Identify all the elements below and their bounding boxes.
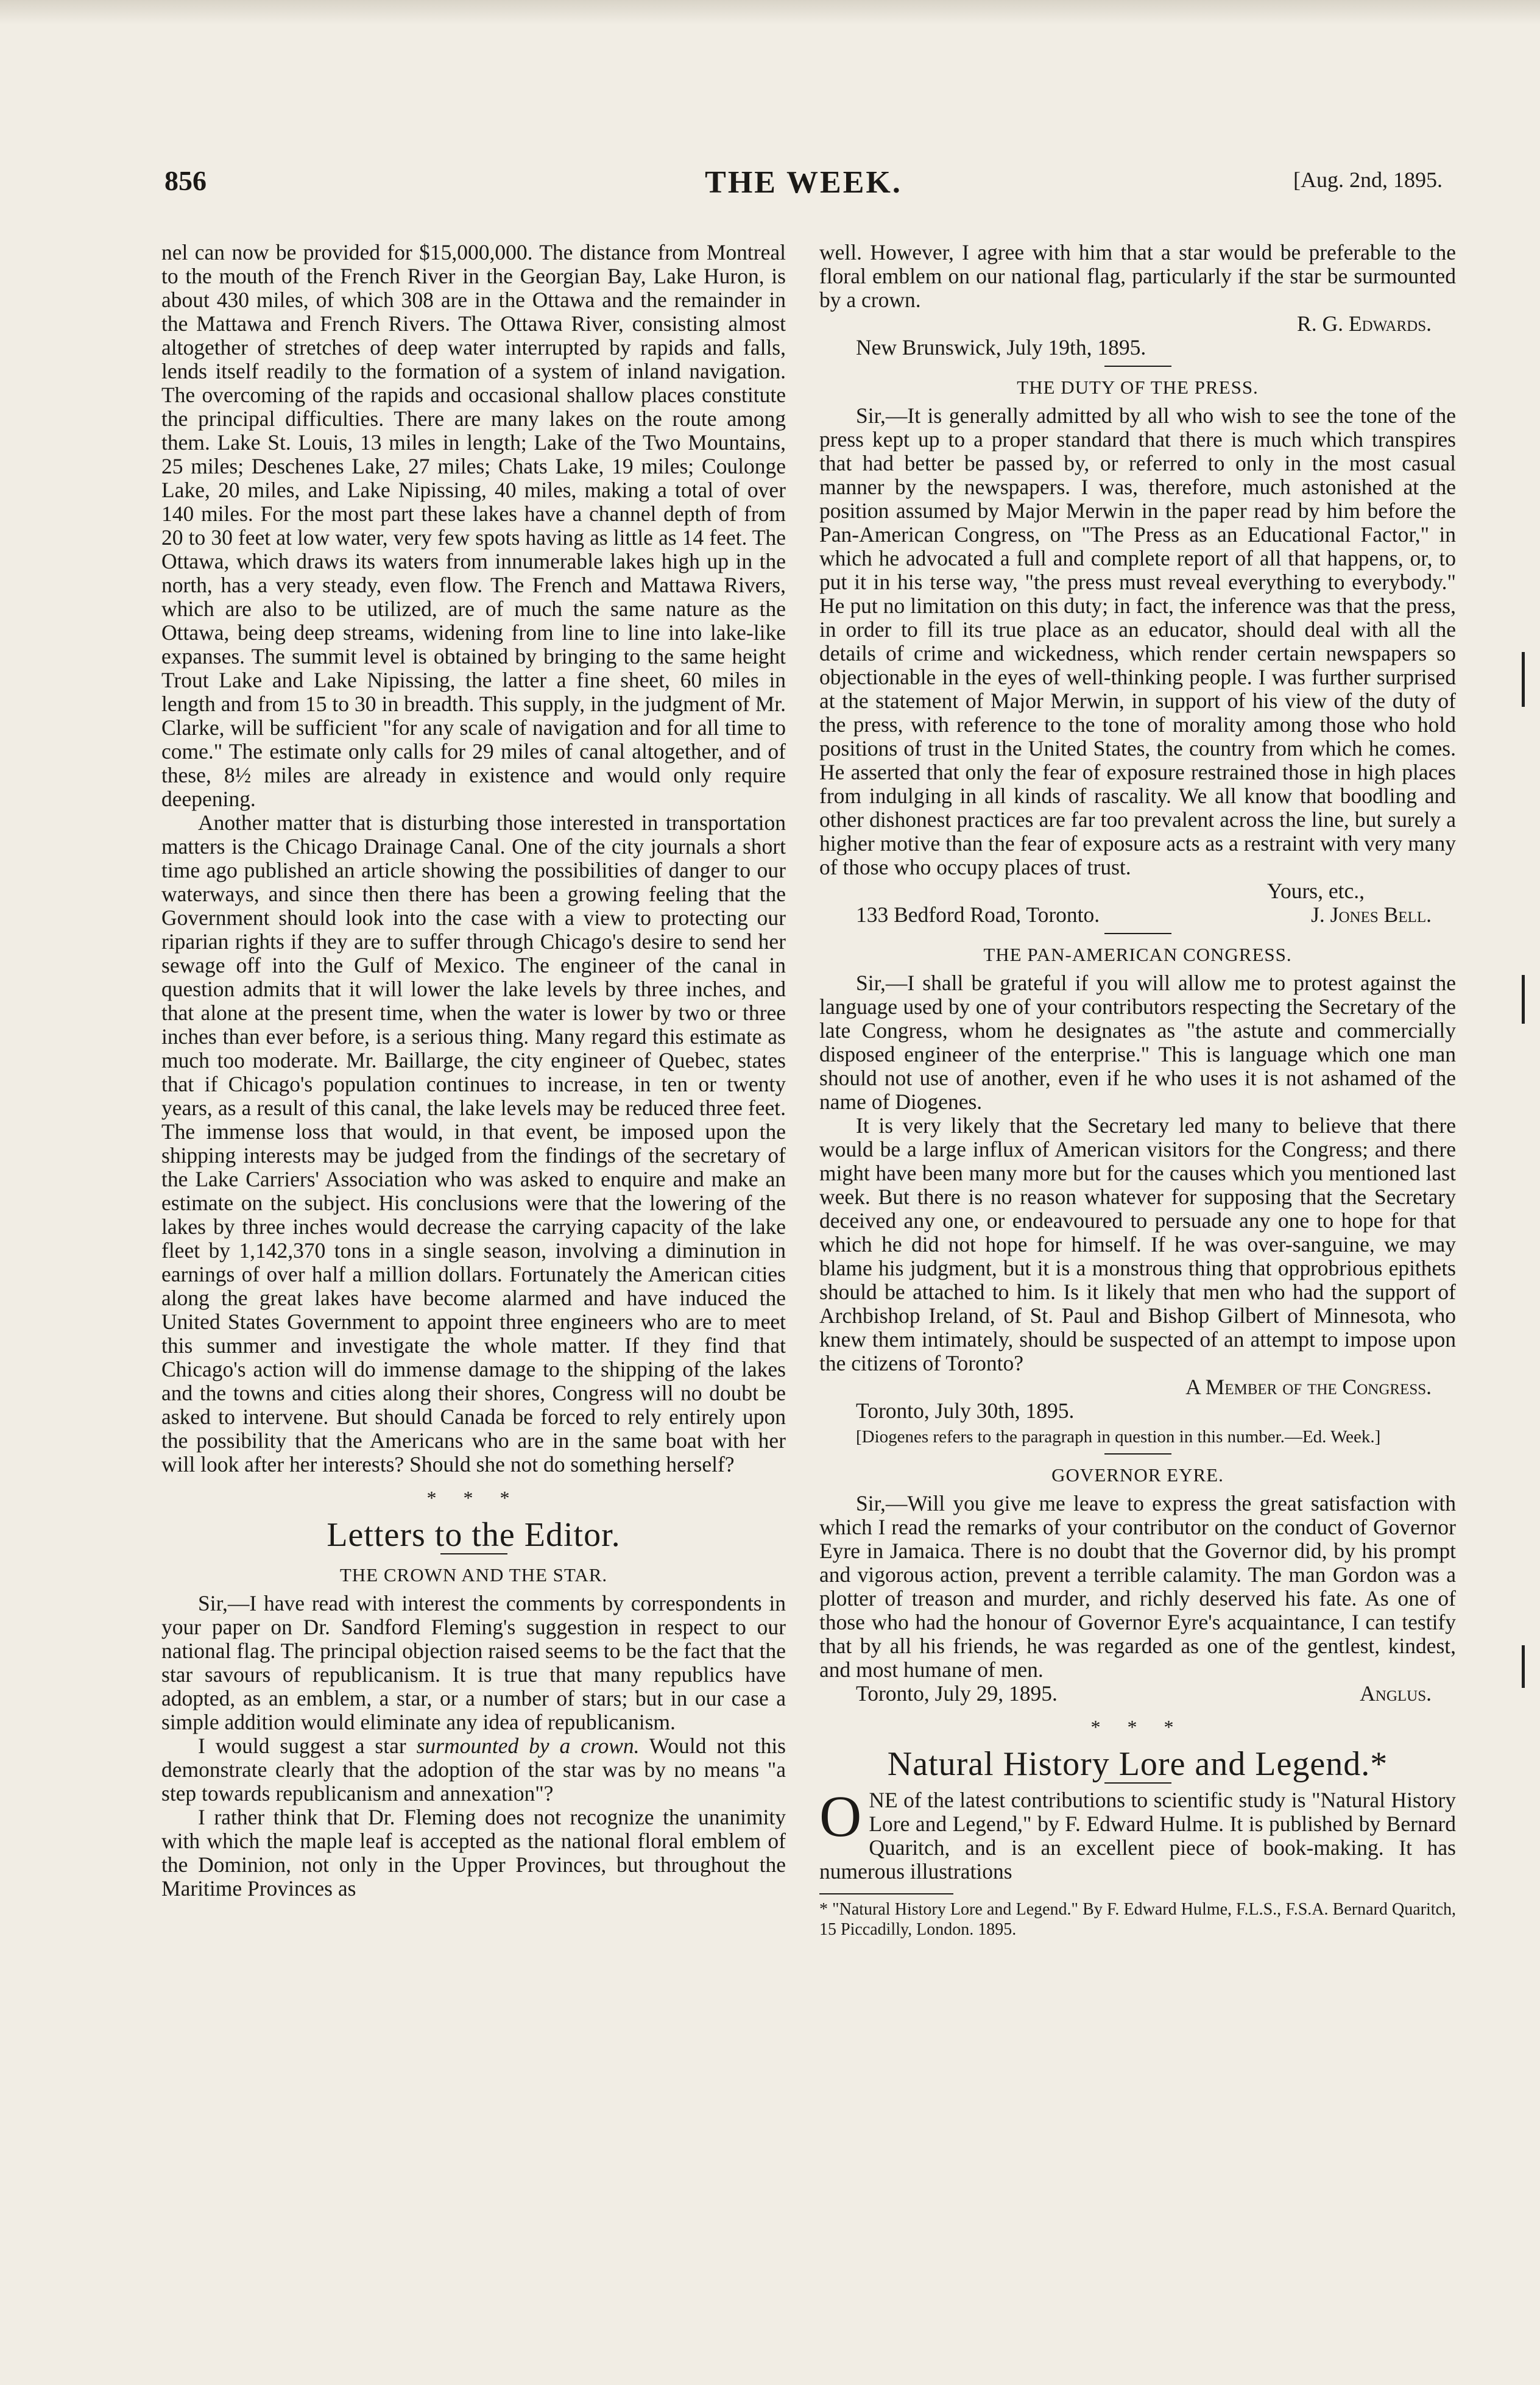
- section-divider-stars: * * *: [1090, 1716, 1185, 1738]
- page-top-edge: [0, 0, 1540, 24]
- letter-paragraph: Sir,—I have read with interest the comments by correspondents in your paper on Dr. Sandford Fleming's suggestion in respect to our national flag. The principal objection raised seems to be the fact that the star savours of republicanism. It is true that many republics have adopted, as an emblem, a star, or a number of stars; but in our case a simple addition would eliminate any idea of republicanism.: [161, 1591, 786, 1734]
- issue-date: [Aug. 2nd, 1895.: [1293, 168, 1443, 192]
- letters-section-heading: Letters to the Editor.: [327, 1516, 621, 1554]
- letter-emphasis: surmounted by a crown.: [416, 1734, 640, 1758]
- letter-paragraph: well. However, I agree with him that a star would be preferable to the floral emblem on our national flag, particularly if the star be surmounted by a crown.: [819, 240, 1456, 312]
- letter-closing: Yours, etc.,: [1266, 879, 1365, 903]
- letter-text: Would not this demonstrate clearly that the adoption of the star was by no means "a step towards republicanism and annexation"?: [161, 1734, 786, 1806]
- letter-signature: Anglus.: [1360, 1681, 1432, 1706]
- review-heading: Natural History Lore and Legend.*: [887, 1745, 1388, 1783]
- review-paragraph: [819, 1784, 1456, 1884]
- letter-address: 133 Bedford Road, Toronto.: [856, 902, 1100, 927]
- letter-paragraph: Sir,—It is generally admitted by all who wish to see the tone of the press kept up to a proper standard that there is much which transpires that had better be passed by, or referred to only in the most casual manner by the newspapers. I was, therefore, much astonished at the position assumed by Major Merwin in the paper read by him before the Pan-American Congress, on "The Press as an Educational Factor," in which he advocated a full and complete report of all that happens, or, to put it in his terse way, "the press must reveal everything to everybody." He put no limitation on this duty; in fact, the inference was that the press, in order to fill its true place as an educator, should deal with all the details of crime and wickedness, which render certain newspapers so objectionable in the eyes of well-thinking people. I was further surprised at the statement of Major Merwin, in support of his view of the duty of the press, with reference to the tone of morality among those who hold positions of trust in the United States, the country from which he comes. He asserted that only the fear of exposure restrained those in high places from indulging in all kinds of rascality. We all know that boodling and other dishonest practices are far too prevalent across the line, but surely a higher motive than the fear of exposure acts as a restraint with very many of those who occupy places of trust.: [819, 403, 1456, 879]
- letter-title: GOVERNOR EYRE.: [1051, 1464, 1224, 1486]
- letter-signoff: [819, 903, 1456, 927]
- drop-cap: O: [819, 1784, 862, 1849]
- journal-title: THE WEEK.: [705, 165, 902, 200]
- margin-mark: [1522, 1645, 1525, 1688]
- letter-title: THE PAN-AMERICAN CONGRESS.: [983, 944, 1292, 965]
- margin-mark: [1522, 652, 1525, 707]
- page-number: 856: [164, 165, 207, 196]
- section-divider-stars: * * *: [426, 1487, 521, 1509]
- letter-paragraph: It is very likely that the Secretary led many to believe that there would be a large influx of American visitors for the Congress; and there might have been many more but for the causes which you mentioned last week. But there is no reason whatever for supposing that the Secretary deceived any one, or endeavoured to persuade any one to hope for that which he did not hope for himself. If he was over-sanguine, we may blame his judgment, but it is a monstrous thing that opprobrious epithets should be attached to him. Is it likely that men who had the support of Archbishop Ireland, of St. Paul and Bishop Gilbert of Minnesota, who knew them intimately, should be suspected of an attempt to impose upon the citizens of Toronto?: [819, 1113, 1456, 1375]
- letter-signature: A Member of the Congress.: [1185, 1375, 1432, 1399]
- letter-paragraph: [161, 1734, 786, 1806]
- section-rule: [1104, 933, 1171, 934]
- article-paragraph: Another matter that is disturbing those interested in transportation matters is the Chicago Drainage Canal. One of the city journals a short time ago published an article showing the possibilities of danger to our waterways, and since then there has been a growing feeling that the Government should look into the case with a view to protecting our riparian rights if they are to suffer through Chicago's desire to send her sewage off into the Gulf of Mexico. The engineer of the canal in question admits that it will lower the lake levels by three inches, and that alone at the present time, when the water is lower by two or three inches than ever before, is a serious thing. Many regard this estimate as much too moderate. Mr. Baillarge, the city engineer of Quebec, states that if Chicago's population continues to increase, in ten or twenty years, as a result of this canal, the lake levels may be reduced three feet. The immense loss that would, in that event, be imposed upon the shipping interests may be judged from the findings of the secretary of the Lake Carriers' Association who was asked to enquire and make an estimate on the subject. His conclusions were that the lowering of the lakes by three inches would decrease the carrying capacity of the lake fleet by 1,142,370 tons in a single season, involving a diminution in earnings of over half a million dollars. Fortunately the American cities along the great lakes have become alarmed and have induced the United States Government to appoint three engineers who are to meet this summer and investigate the whole matter. If they find that Chicago's action will do immense damage to the shipping of the lakes and the towns and cities along their shores, Congress will no doubt be asked to intervene. But should Canada be forced to rely entirely upon the possibility that the Americans who are in the same boat with her will look after her interests? Should she not do something herself?: [161, 810, 786, 1476]
- right-column: [819, 241, 1456, 1940]
- article-paragraph: nel can now be provided for $15,000,000. The distance from Montreal to the mouth of the French River in the Georgian Bay, Lake Huron, is about 430 miles, of which 308 are in the Ottawa and the remainder in the Mattawa and French Rivers. The Ottawa River, consisting almost altogether of stretches of deep water interrupted by rapids and falls, lends itself readily to the formation of a system of inland navigation. The overcoming of the rapids and occasional shallow places constitute the principal difficulties. There are many lakes on the route among them. Lake St. Louis, 13 miles in length; Lake of the Two Mountains, 25 miles; Deschenes Lake, 27 miles; Chats Lake, 19 miles; Coulonge Lake, 20 miles, and Lake Nipissing, 40 miles, making a total of over 140 miles. For the most part these lakes have a channel depth of from 20 to 30 feet at low water, very few spots having as little as 14 feet. The Ottawa, which draws its waters from innumerable lakes high up in the north, has a very steady, even flow. The French and Mattawa Rivers, which are also to be utilized, are of much the same nature as the Ottawa, being deep streams, widening from line to line into lake-like expanses. The summit level is obtained by bringing to the same height Trout Lake and Lake Nipissing, the latter a fine sheet, 60 miles in length and from 15 to 30 in breadth. This supply, in the judgment of Mr. Clarke, will be sufficient "for any scale of navigation and for all time to come." The estimate only calls for 29 miles of canal altogether, and of these, 8½ miles are already in existence and would only require deepening.: [161, 240, 786, 811]
- page-header: [164, 165, 1443, 207]
- letter-dateline: Toronto, July 29, 1895.: [856, 1681, 1058, 1706]
- letter-title: THE DUTY OF THE PRESS.: [1017, 377, 1259, 398]
- section-rule: [1104, 366, 1171, 367]
- letter-signature: R. G. Edwards.: [1297, 311, 1432, 336]
- letter-signature: J. Jones Bell.: [1311, 902, 1432, 927]
- editor-note: [Diogenes refers to the paragraph in question in this number.—Ed. Week.]: [856, 1427, 1381, 1447]
- letter-paragraph: Sir,—I shall be grateful if you will allow me to protest against the language used by one of your contributors respecting the Secretary of the late Congress, whom he designates as "the astute and commercially disposed engineer of the enterprise." This is language which one man should not use of another, even if he who uses it is not ashamed of the name of Diogenes.: [819, 971, 1456, 1114]
- letter-text: I would suggest a star: [198, 1734, 417, 1758]
- footnote: * "Natural History Lore and Legend." By F. Edward Hulme, F.L.S., F.S.A. Bernard Quaritch, 15 Piccadilly, London. 1895.: [819, 1900, 1456, 1939]
- letter-signoff: [819, 1682, 1456, 1706]
- letter-dateline: New Brunswick, July 19th, 1895.: [856, 335, 1146, 360]
- letter-paragraph: Sir,—Will you give me leave to express the great satisfaction with which I read the remarks of your contributor on the conduct of Governor Eyre in Jamaica. There is no doubt that the Governor did, by his prompt and vigorous action, prevent a terrible calamity. The man Gordon was a plotter of treason and murder, and richly deserved his fate. As one of those who had the honour of Governor Eyre's acquaintance, I can testify that by all his friends, he was regarded as one of the gentlest, kindest, and most humane of men.: [819, 1491, 1456, 1682]
- left-column: [161, 241, 786, 1901]
- letter-dateline: Toronto, July 30th, 1895.: [856, 1398, 1075, 1423]
- letter-title: THE CROWN AND THE STAR.: [339, 1564, 608, 1586]
- review-text: NE of the latest contributions to scientific study is "Natural History Lore and Legend," by F. Edward Hulme. It is published by Bernard Quaritch, and is an excellent piece of book-making. It has numerous illustrations: [819, 1788, 1456, 1884]
- section-rule: [1104, 1453, 1171, 1455]
- letter-paragraph: I rather think that Dr. Fleming does not recognize the unanimity with which the maple leaf is accepted as the national floral emblem of the Dominion, not only in the Upper Provinces, but throughout the Maritime Provinces as: [161, 1805, 786, 1901]
- footnote-rule: [819, 1893, 953, 1894]
- margin-mark: [1522, 975, 1525, 1024]
